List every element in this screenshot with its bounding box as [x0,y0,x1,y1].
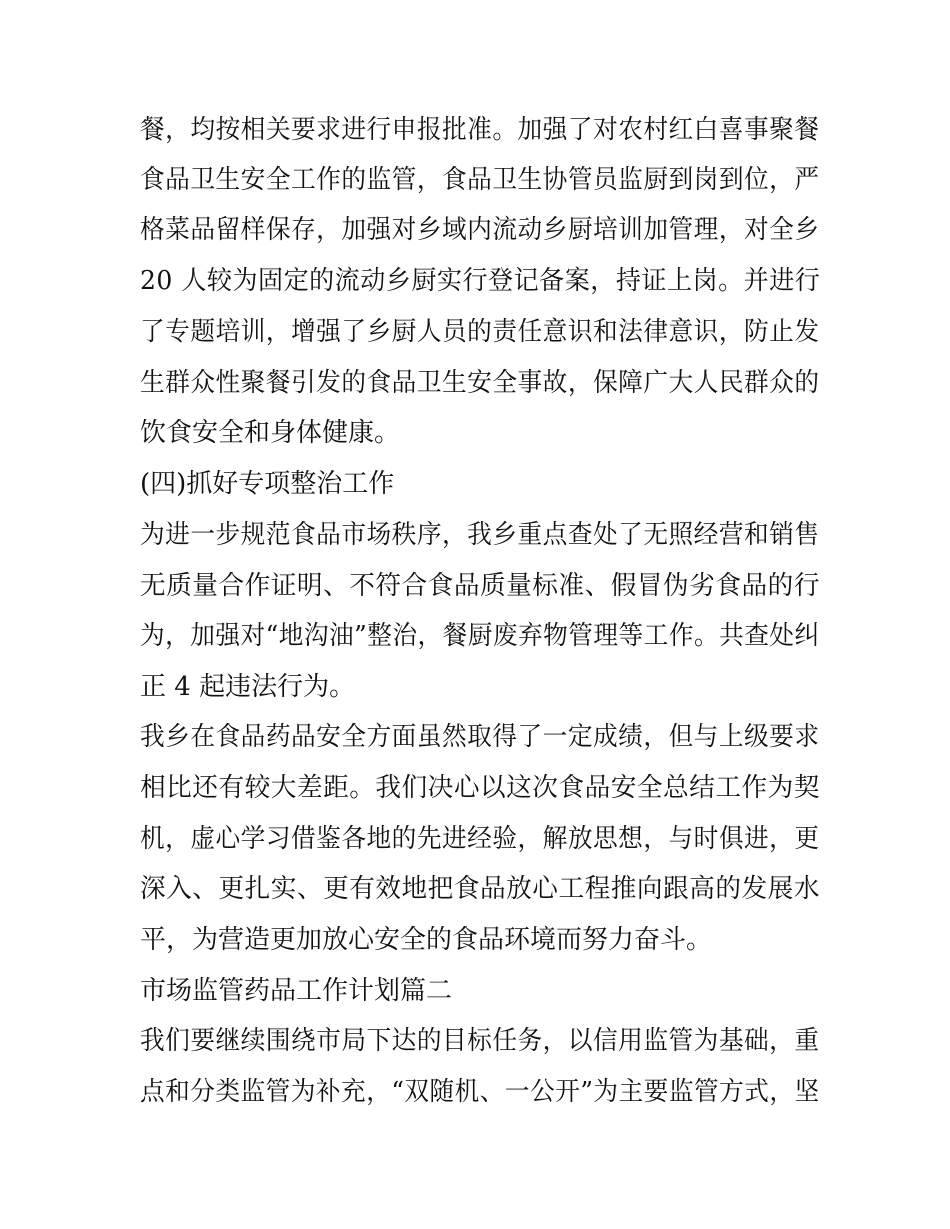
text-line-20: 点和分类监管为补充，“双随机、一公开”为主要监管方式，坚 [140,1077,820,1107]
section-heading-four: (四)抓好专项整治工作 [140,469,395,499]
text-line-15: 机，虚心学习借鉴各地的先进经验，解放思想，与时俱进，更 [140,824,820,854]
section-heading-plan-two: 市场监管药品工作计划篇二 [140,976,453,1006]
text-line-4: 20 人较为固定的流动乡厨实行登记备案，持证上岗。并进行 [140,266,821,296]
text-line-7: 饮食安全和身体健康。 [140,418,401,448]
text-line-13: 我乡在食品药品安全方面虽然取得了一定成绩，但与上级要求 [140,722,820,752]
text-line-9: 为进一步规范食品市场秩序，我乡重点查处了无照经营和销售 [140,520,820,550]
text-line-14: 相比还有较大差距。我们决心以这次食品安全总结工作为契 [140,773,820,803]
text-line-11: 为，加强对“地沟油”整治，餐厨废弃物管理等工作。共查处纠 [140,621,820,651]
text-line-6: 生群众性聚餐引发的食品卫生安全事故，保障广大人民群众的 [140,368,820,398]
text-line-10: 无质量合作证明、不符合食品质量标准、假冒伪劣食品的行 [140,571,820,601]
text-line-12: 正 4 起违法行为。 [140,672,356,702]
text-line-2: 食品卫生安全工作的监管，食品卫生协管员监厨到岗到位，严 [140,165,820,195]
text-line-1: 餐，均按相关要求进行申报批准。加强了对农村红白喜事聚餐 [140,115,820,145]
text-line-16: 深入、更扎实、更有效地把食品放心工程推向跟高的发展水 [140,874,820,904]
text-line-3: 格菜品留样保存，加强对乡域内流动乡厨培训加管理，对全乡 [140,215,820,245]
text-line-19: 我们要继续围绕市局下达的目标任务，以信用监管为基础，重 [140,1026,820,1056]
text-line-5: 了专题培训，增强了乡厨人员的责任意识和法律意识，防止发 [140,317,820,347]
text-line-17: 平，为营造更加放心安全的食品环境而努力奋斗。 [140,925,713,955]
